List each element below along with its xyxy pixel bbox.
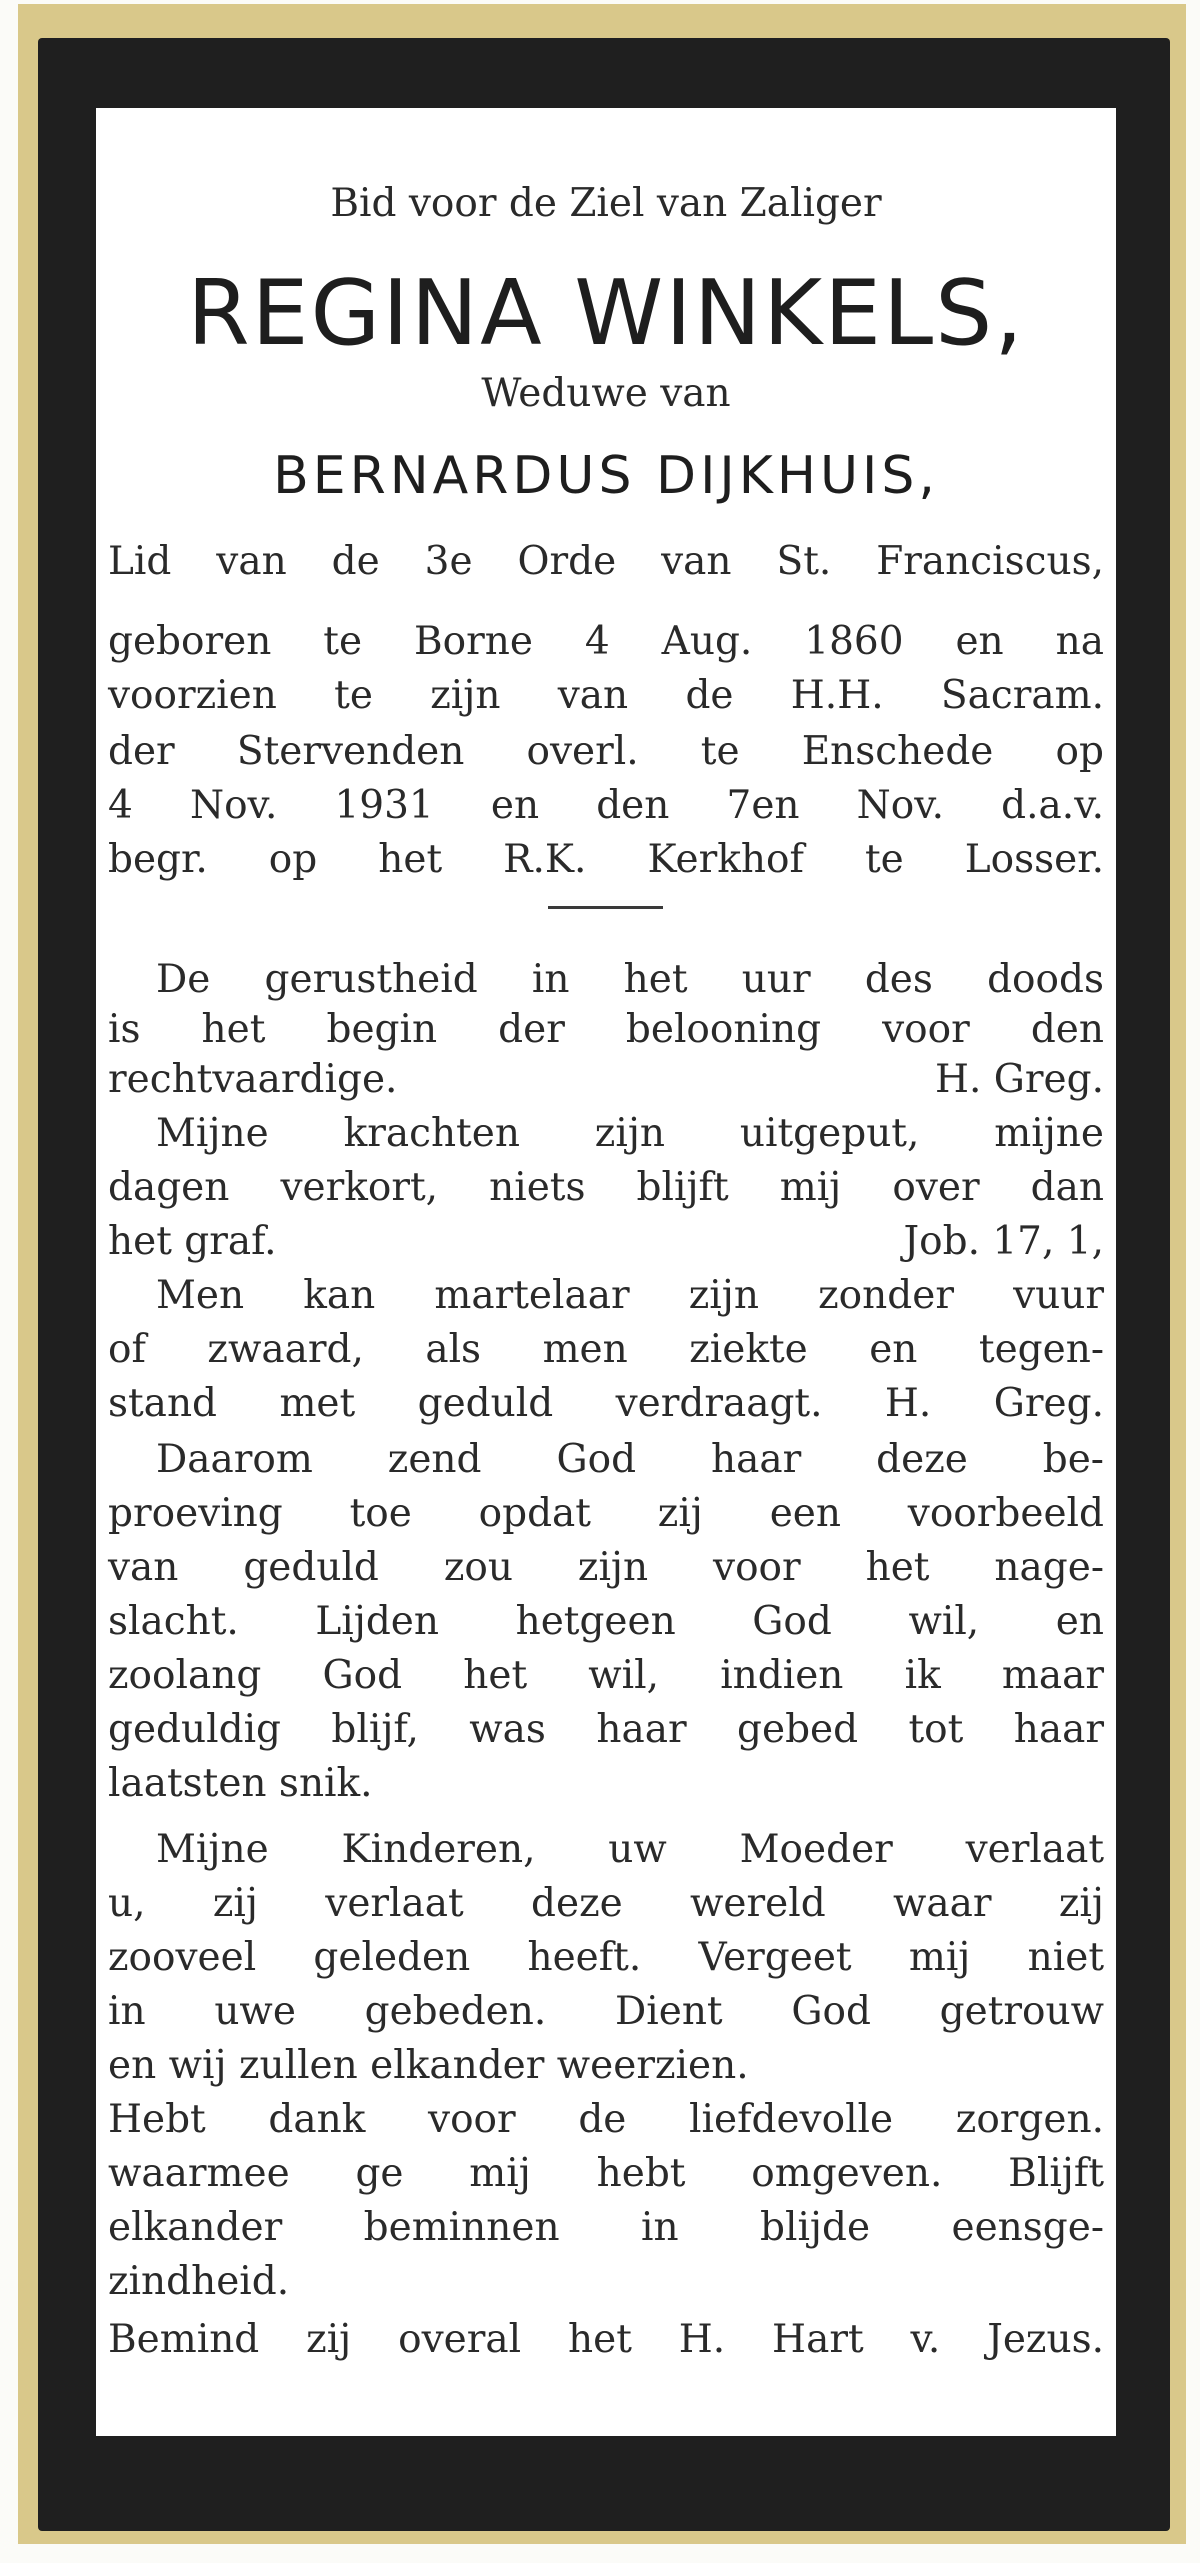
text-fragment: het graf. [108,1219,277,1264]
text-line: Bemind zij overal het H. Hart v. Jezus. [108,2317,1104,2362]
header-line: der Stervenden overl. te Enschede op [108,729,1104,774]
deceased-name: REGINA WINKELS, [187,261,1025,366]
divider-rule [548,906,663,909]
text-line: laatsten snik. [108,1761,373,1806]
text-line: proeving toe opdat zij een voorbeeld [108,1491,1104,1536]
relation-line: Weduwe van [481,371,731,416]
text-line: Mijne Kinderen, uw Moeder verlaat [156,1827,1104,1872]
header-line: voorzien te zijn van de H.H. Sacram. [108,673,1104,718]
text-line: Hebt dank voor de liefdevolle zorgen. [108,2097,1104,2142]
header-line: begr. op het R.K. Kerkhof te Losser. [108,837,1104,882]
text-line: in uwe gebeden. Dient God getrouw [108,1989,1104,2034]
text-line: elkander beminnen in blijde eensge- [108,2205,1104,2250]
text-line: u, zij verlaat deze wereld waar zij [108,1881,1104,1926]
source-reference: Job. 17, 1, [903,1219,1104,1264]
text-line [108,1220,1104,1264]
text-line: is het begin der belooning voor den [108,1007,1104,1052]
spouse-name: BERNARDUS DIJKHUIS, [273,446,939,506]
intro-line: Bid voor de Ziel van Zaliger [330,181,882,226]
text-line [108,1058,1104,1102]
text-line: Men kan martelaar zijn zonder vuur [156,1273,1104,1318]
text-line: waarmee ge mij hebt omgeven. Blijft [108,2151,1104,2196]
text-fragment: rechtvaardige. [108,1057,398,1102]
text-line: stand met geduld verdraagt. H. Greg. [108,1381,1104,1426]
text-line: van geduld zou zijn voor het nage- [108,1545,1104,1590]
text-line: of zwaard, als men ziekte en tegen- [108,1327,1104,1372]
text-line: zoolang God het wil, indien ik maar [108,1653,1104,1698]
text-line: slacht. Lijden hetgeen God wil, en [108,1599,1104,1644]
text-line: geduldig blijf, was haar gebed tot haar [108,1707,1104,1752]
prayer-card [96,108,1116,2436]
header-line: 4 Nov. 1931 en den 7en Nov. d.a.v. [108,783,1104,828]
text-line: zooveel geleden heeft. Vergeet mij niet [108,1935,1104,1980]
header-line: geboren te Borne 4 Aug. 1860 en na [108,619,1104,664]
text-line: en wij zullen elkander weerzien. [108,2043,749,2088]
text-line: dagen verkort, niets blijft mij over dan [108,1165,1104,1210]
text-line: De gerustheid in het uur des doods [156,957,1104,1002]
text-line: Daarom zend God haar deze be- [156,1437,1104,1482]
text-line: zindheid. [108,2259,290,2304]
header-line: Lid van de 3e Orde van St. Franciscus, [108,539,1104,584]
text-line: Mijne krachten zijn uitgeput, mijne [156,1111,1104,1156]
source-reference: H. Greg. [934,1057,1104,1102]
